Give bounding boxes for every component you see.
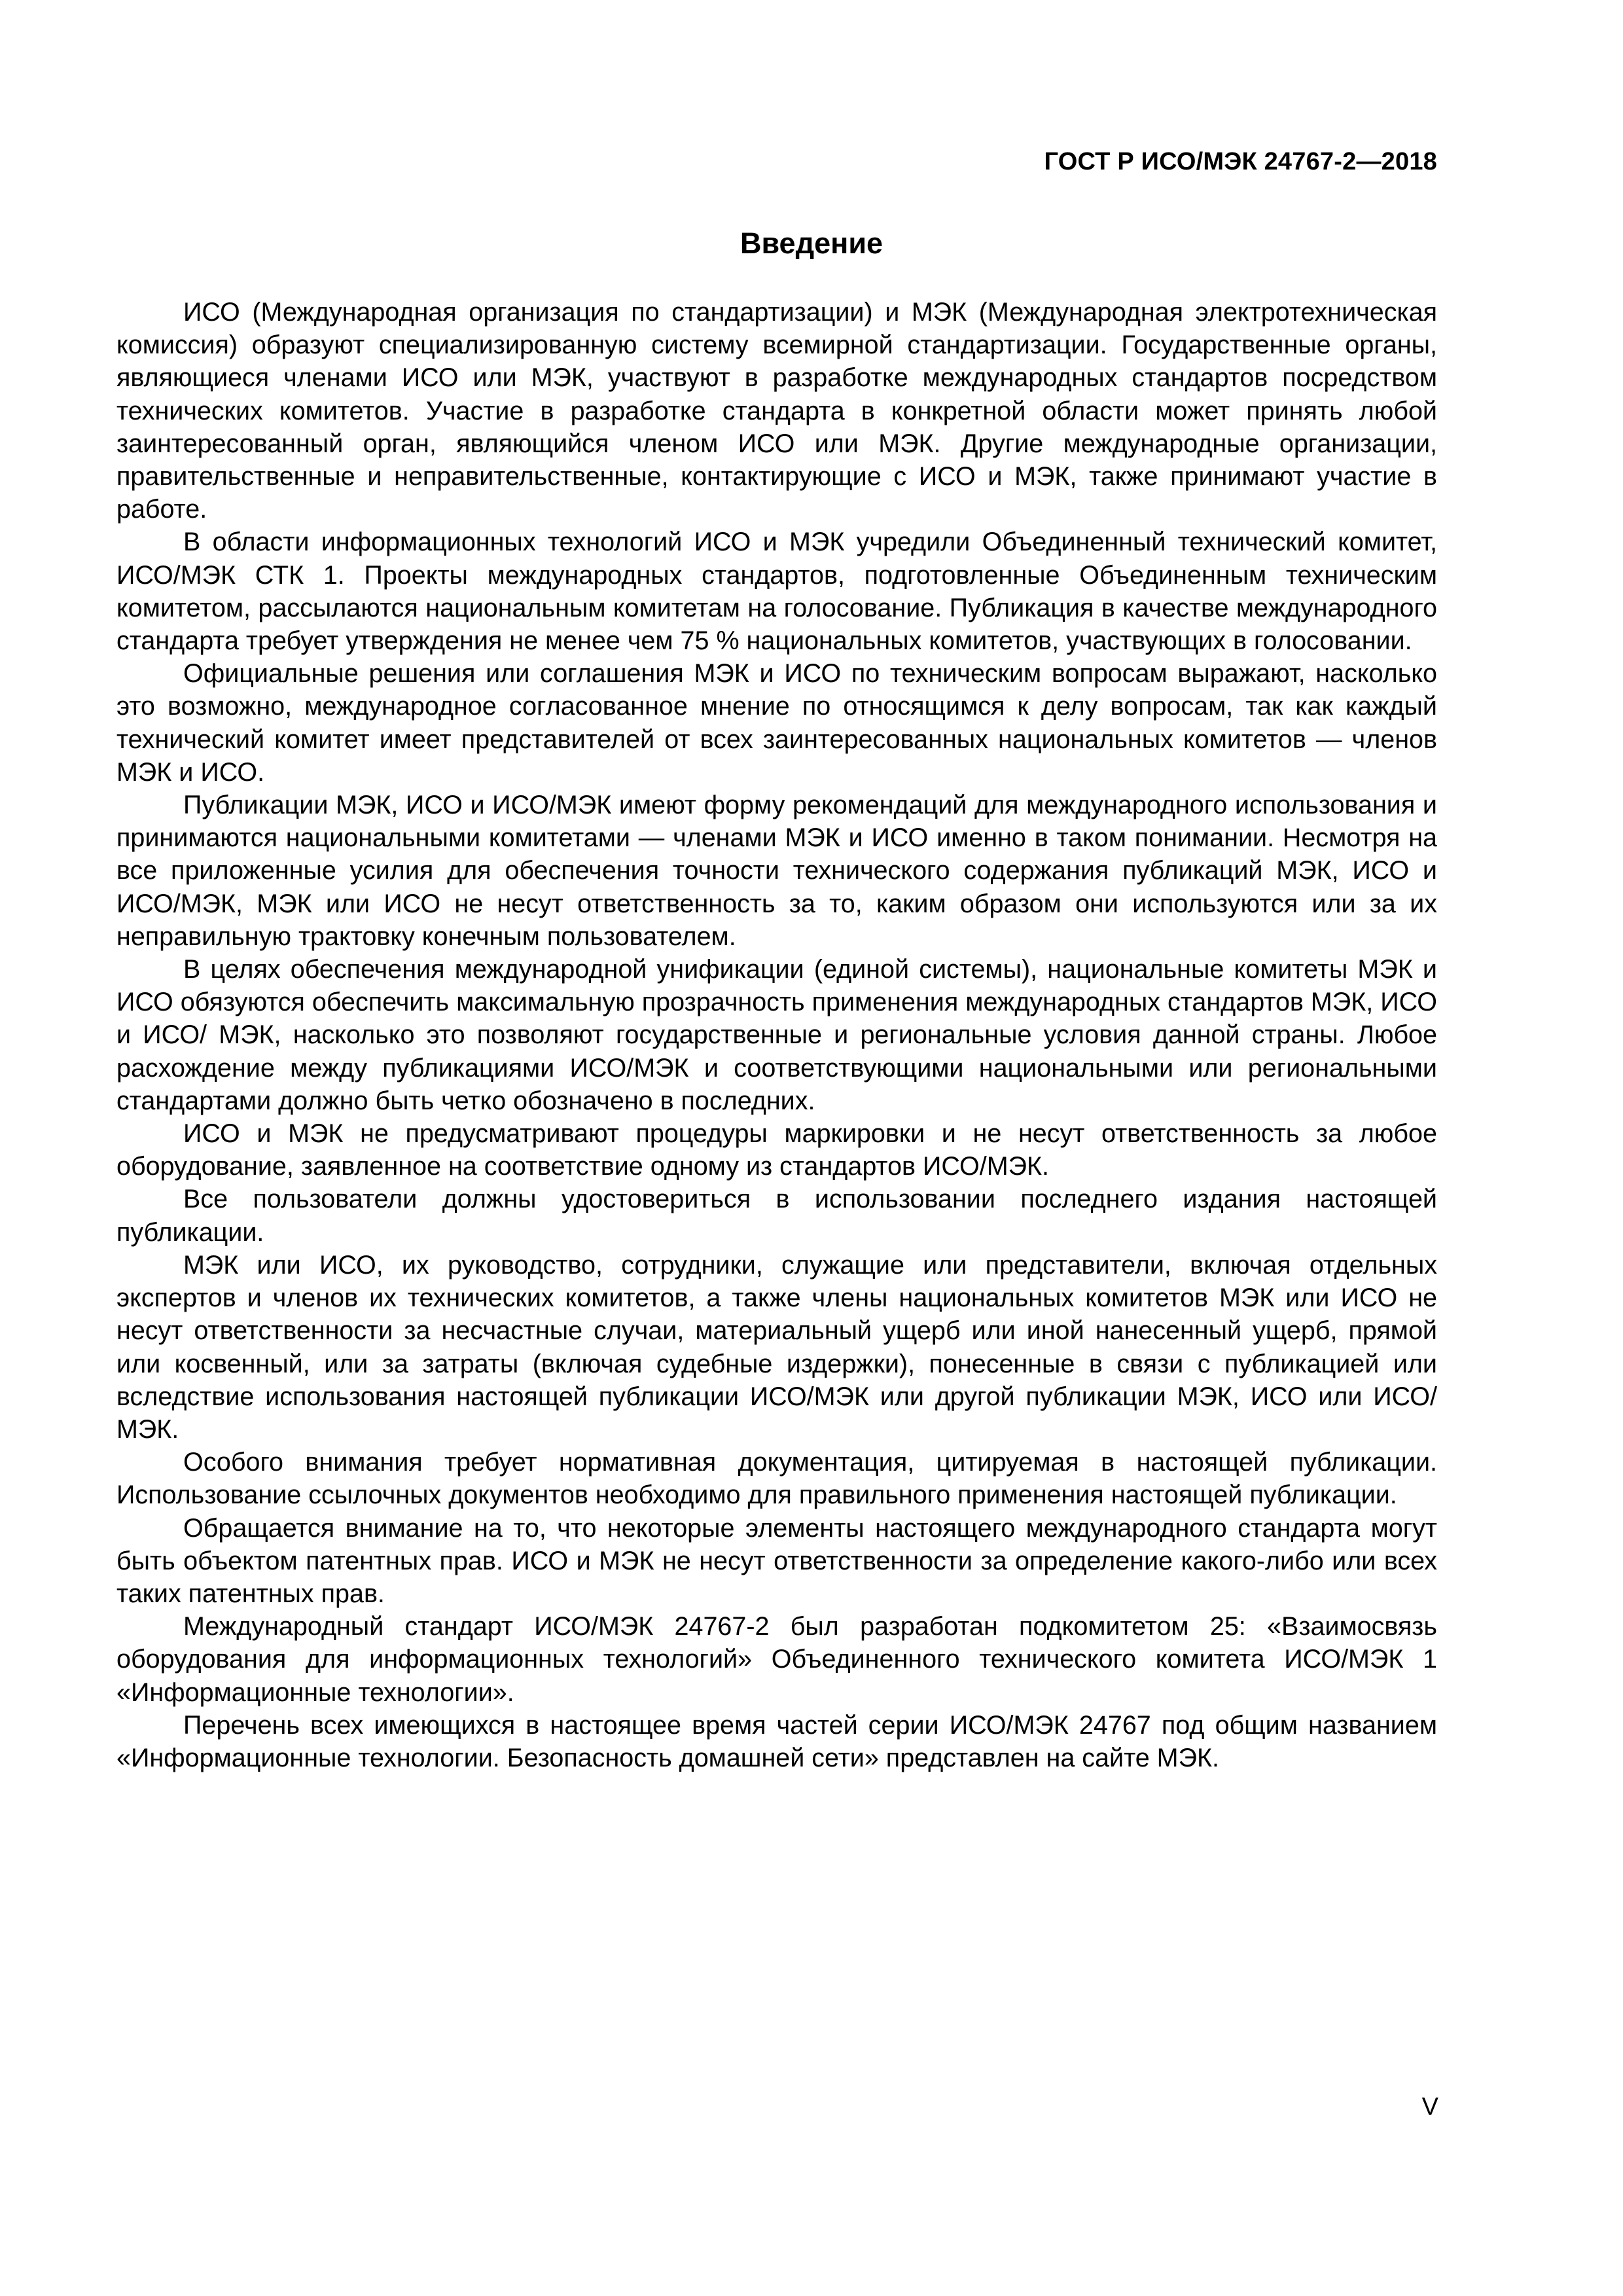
paragraph-3: Официальные решения или соглашения МЭК и ИСО по техническим вопросам выражают, насколько это возможно, международное согласованное мнение по относящимся к делу вопросам, так как каждый технический комитет имеет представителей от всех заинтересованных национальных комитетов — членов МЭК и ИСО. [116, 659, 1437, 787]
document-body [116, 296, 1437, 1774]
paragraph-1: ИСО (Международная организация по стандартизации) и МЭК (Международная электротехническая комиссия) образуют специализированную систему всемирной стандартизации. Государственные органы, являющиеся членами ИСО или МЭК, участвуют в разработке международных стандартов посредством технических комитетов. Участие в разработке стандарта в конкретной области может принять любой заинтересованный орган, являющийся членом ИСО или МЭК. Другие международные организации, правительственные и неправительственные, контактирующие с ИСО и МЭК, также принимают участие в работе. [116, 298, 1437, 524]
page-number: V [1421, 2093, 1438, 2121]
document-header: ГОСТ Р ИСО/МЭК 24767-2—2018 [1044, 148, 1437, 175]
paragraph-2: В области информационных технологий ИСО и МЭК учредили Объединенный технический комитет, ИСО/МЭК СТК 1. Проекты международных стандартов, подготовленные Объединенным техническим комитетом, рассылаются национальным комитетам на голосование. Публикация в качестве международного стандарта требует утверждения не менее чем 75 % национальных комитетов, участвующих в голосовании. [116, 528, 1437, 656]
paragraph-8: МЭК или ИСО, их руководство, сотрудники, служащие или представители, включая отдельных экспертов и членов их технических комитетов, а также члены национальных комитетов МЭК или ИСО не несут ответственности за несчастные случаи, материальный ущерб или иной нанесенный ущерб, прямой или косвенный, или за затраты (включая судебные издержки), понесенные в связи с публикацией или вследствие использования настоящей публикации ИСО/МЭК или другой публикации МЭК, ИСО или ИСО/МЭК. [116, 1250, 1437, 1444]
page-title: Введение [740, 226, 883, 260]
paragraph-5: В целях обеспечения международной унификации (единой системы), национальные комитеты МЭК и ИСО обязуются обеспечить максимальную прозрачность применения международных стандартов МЭК, ИСО и ИСО/ МЭК, насколько это позволяют государственные и региональные условия данной страны. Любое расхождение между публикациями ИСО/МЭК и соответствующими национальными или региональными стандартами должно быть четко обозначено в последних. [116, 955, 1437, 1115]
paragraph-4: Публикации МЭК, ИСО и ИСО/МЭК имеют форму рекомендаций для международного использования и принимаются национальными комитетами — членами МЭК и ИСО именно в таком понимании. Несмотря на все приложенные усилия для обеспечения точности технического содержания публикаций МЭК, ИСО и ИСО/МЭК, МЭК или ИСО не несут ответственность за то, каким образом они используются или за их неправильную трактовку конечным пользователем. [116, 791, 1437, 951]
paragraph-12: Перечень всех имеющихся в настоящее время частей серии ИСО/МЭК 24767 под общим названием «Информационные технологии. Безопасность домашней сети» представлен на сайте МЭК. [116, 1710, 1437, 1772]
paragraph-6: ИСО и МЭК не предусматривают процедуры маркировки и не несут ответственность за любое оборудование, заявленное на соответствие одному из стандартов ИСО/МЭК. [116, 1119, 1437, 1181]
paragraph-9: Особого внимания требует нормативная документация, цитируемая в настоящей публикации. Использование ссылочных документов необходимо для правильного применения настоящей публикации. [116, 1448, 1437, 1510]
paragraph-7: Все пользователи должны удостовериться в использовании последнего издания настоящей публикации. [116, 1185, 1437, 1247]
paragraph-10: Обращается внимание на то, что некоторые элементы настоящего международного стандарта могут быть объектом патентных прав. ИСО и МЭК не несут ответственности за определение какого-либо или всех таких патентных прав. [116, 1513, 1437, 1608]
paragraph-11: Международный стандарт ИСО/МЭК 24767-2 был разработан подкомитетом 25: «Взаимосвязь оборудования для информационных технологий» Объединенного технического комитета ИСО/МЭК 1 «Информационные технологии». [116, 1612, 1437, 1707]
